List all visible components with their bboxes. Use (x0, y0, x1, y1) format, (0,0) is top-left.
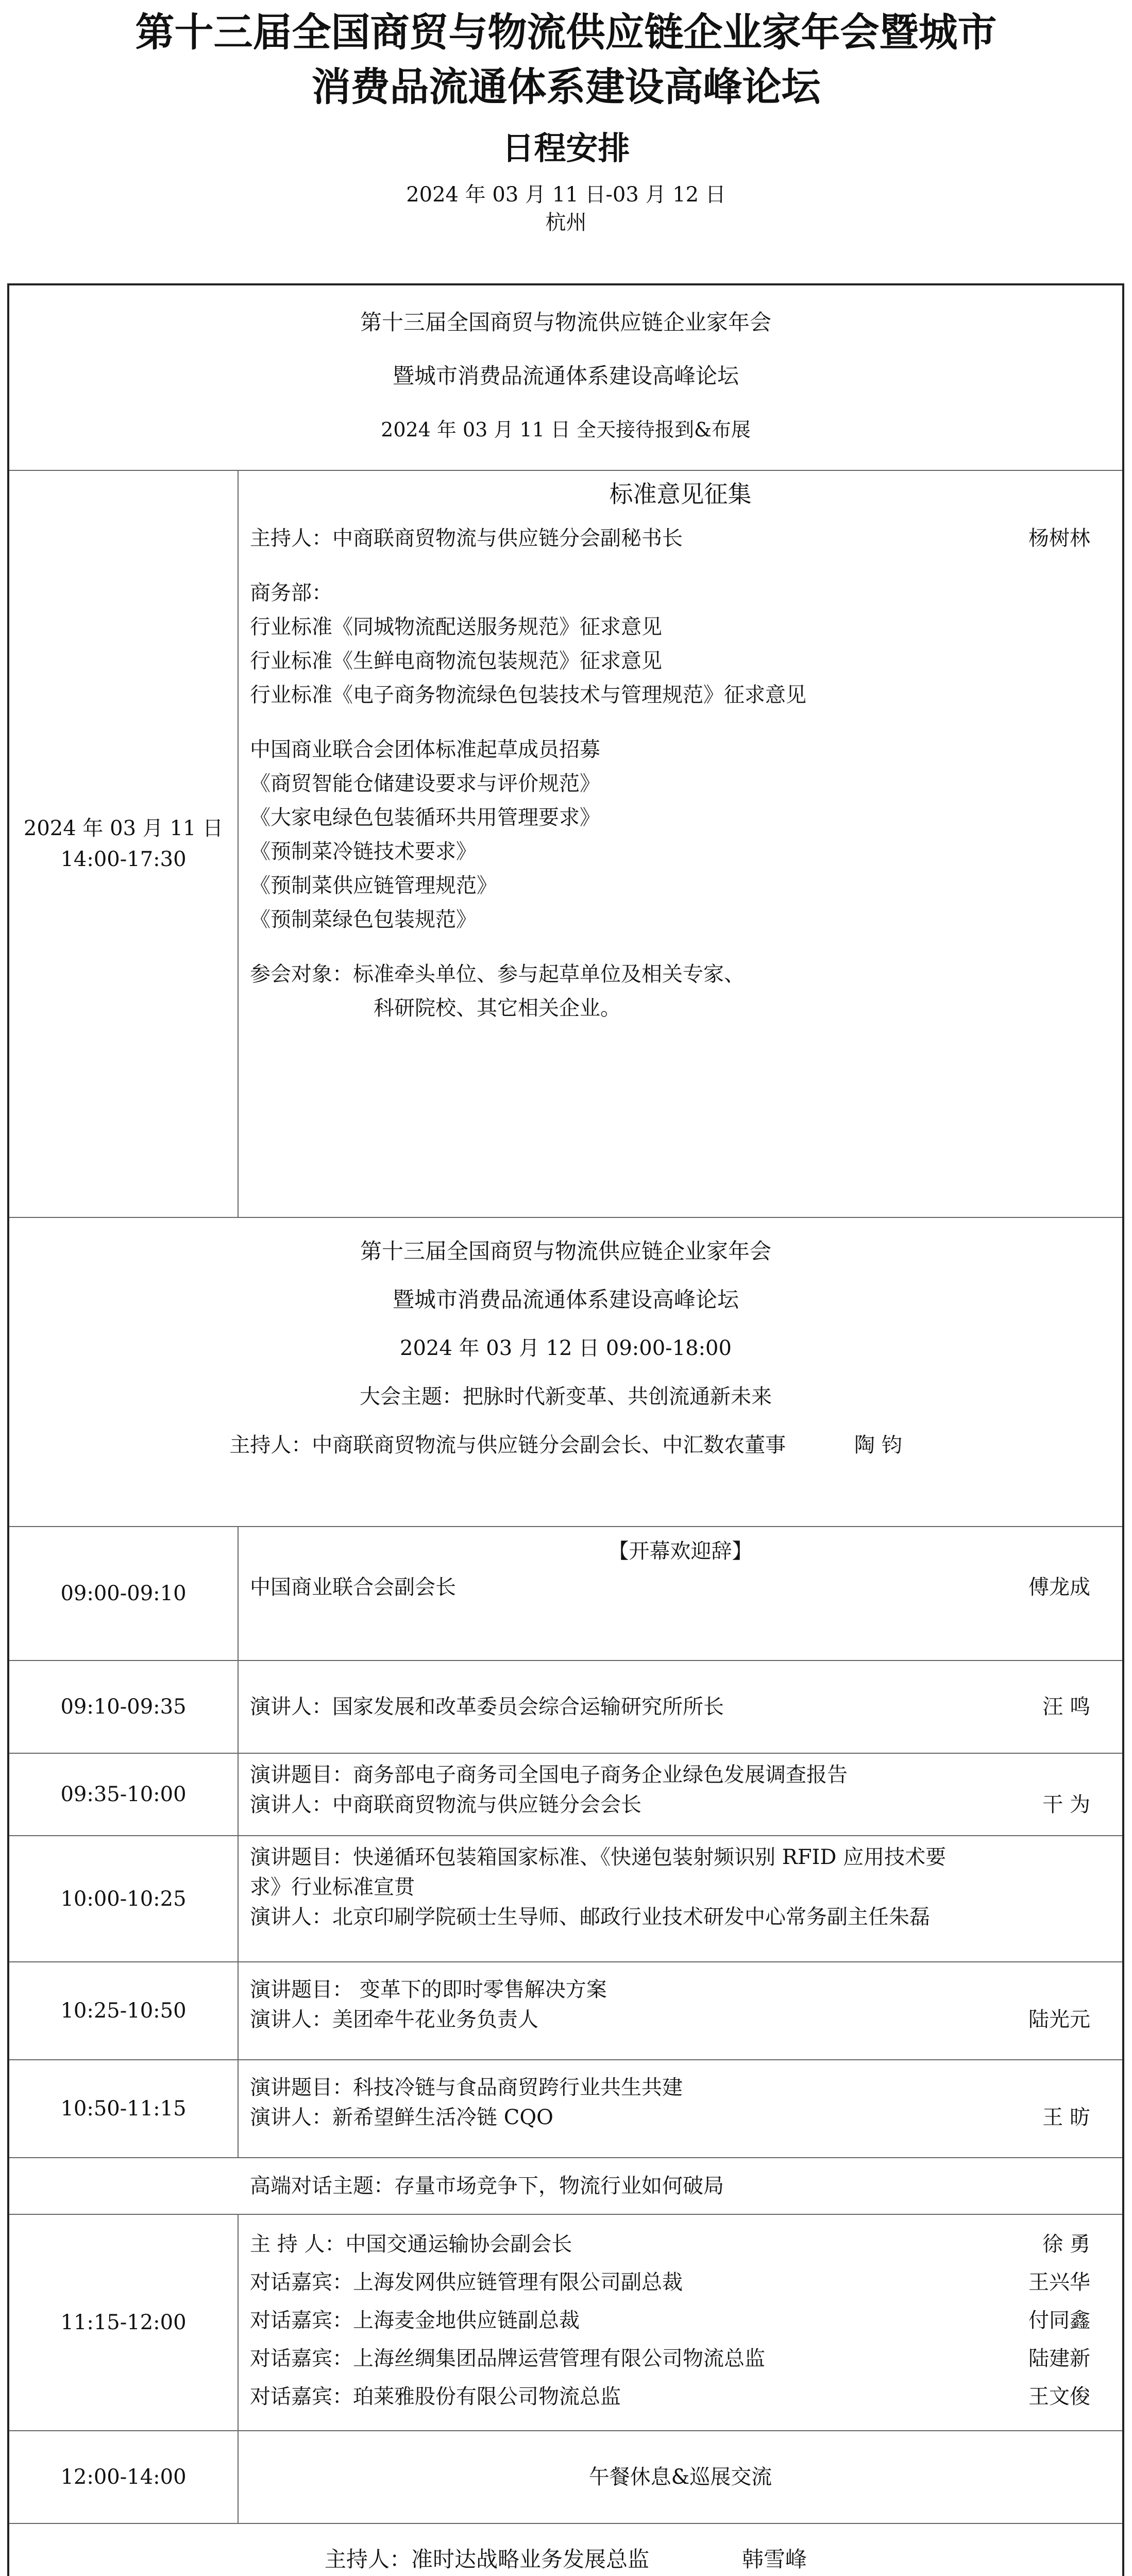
standards-hours: 14:00-17:30 (60, 848, 187, 871)
afternoon-host-name: 韩雪峰 (742, 2547, 807, 2572)
speaker-title: 演讲人：北京印刷学院硕士生导师、邮政行业技术研发中心常务副主任朱磊 (250, 1905, 930, 1929)
standards-row (9, 471, 1122, 1218)
talk-title: 演讲题目：快递循环包装箱国家标准、《快递包装射频识别 RFID 应用技术要 (250, 1845, 947, 1869)
mofcom-item: 行业标准《同城物流配送服务规范》征求意见 (250, 615, 662, 639)
attendees-line2: 科研院校、其它相关企业。 (374, 996, 621, 1020)
speaker-line (250, 1569, 1111, 1605)
standards-content (239, 471, 1122, 1217)
session-time: 10:00-10:25 (9, 1836, 239, 1961)
schedule-title: 日程安排 (502, 129, 630, 167)
day1-line1: 第十三届全国商贸与物流供应链企业家年会 (360, 310, 771, 335)
day2-host-line (9, 1421, 1122, 1469)
standards-host-name: 杨树林 (1028, 527, 1090, 550)
panel-line (250, 2225, 1111, 2263)
event-date: 2024 年 03 月 11 日-03 月 12 日 (406, 183, 726, 207)
panel-role: 对话嘉宾：珀莱雅股份有限公司物流总监 (250, 2385, 621, 2409)
session-content (239, 1962, 1122, 2059)
main-title-line2: 消费品流通体系建设高峰论坛 (311, 64, 821, 110)
session-content (239, 1754, 1122, 1835)
dialog1-content (239, 2215, 1122, 2430)
session-time: 11:15-12:00 (9, 2215, 239, 2430)
day2-line2: 暨城市消费品流通体系建设高峰论坛 (392, 1287, 739, 1312)
mofcom-item: 行业标准《生鲜电商物流包装规范》征求意见 (250, 649, 662, 673)
talk-title: 演讲题目： 变革下的即时零售解决方案 (250, 1978, 607, 2002)
session-content (239, 1661, 1122, 1753)
lunch-text: 午餐休息&巡展交流 (588, 2465, 772, 2489)
day2-line1: 第十三届全国商贸与物流供应链企业家年会 (360, 1239, 771, 1264)
session-time: 12:00-14:00 (9, 2431, 239, 2523)
speaker-line (250, 1692, 1111, 1722)
speaker-name: 汪 鸣 (1042, 1695, 1090, 1719)
day1-header-row (9, 285, 1122, 471)
dialog1-row (9, 2215, 1122, 2431)
panel-line (250, 2340, 1111, 2378)
day2-line3: 2024 年 03 月 12 日 09:00-18:00 (400, 1336, 732, 1360)
speaker-line (250, 2005, 1111, 2035)
talk-title: 演讲题目：科技冷链与食品商贸跨行业共生共建 (250, 2076, 683, 2099)
speaker-line (250, 1790, 1111, 1820)
page-header (0, 0, 1132, 278)
panel-line (250, 2378, 1111, 2416)
schedule-table (7, 283, 1124, 2576)
group-standard-item: 《预制菜供应链管理规范》 (250, 874, 497, 897)
panel-name: 徐 勇 (1042, 2232, 1090, 2256)
event-city: 杭州 (545, 211, 587, 234)
day2-host: 主持人：中商联商贸物流与供应链分会副会长、中汇数农董事 (229, 1433, 786, 1457)
session-content (239, 2060, 1122, 2157)
dialog1-title: 高端对话主题：存量市场竞争下，物流行业如何破局 (250, 2174, 724, 2198)
panel-line (250, 2263, 1111, 2301)
standards-host: 主持人：中商联商贸物流与供应链分会副秘书长 (250, 527, 683, 550)
afternoon-host-row (9, 2524, 1122, 2576)
session-time: 09:00-09:10 (9, 1527, 239, 1660)
speaker-name: 傅龙成 (1028, 1575, 1090, 1599)
group-standard-item: 《预制菜绿色包装规范》 (250, 908, 477, 931)
attendees-line1: 参会对象：标准牵头单位、参与起草单位及相关专家、 (250, 962, 745, 986)
session-row (9, 1661, 1122, 1754)
opening-row (9, 1527, 1122, 1661)
group-standard-item: 《预制菜冷链技术要求》 (250, 840, 477, 863)
day2-host-name: 陶 钧 (854, 1433, 902, 1457)
main-title: 第十三届全国商贸与物流供应链企业家年会暨城市 (135, 9, 997, 55)
panel-role: 主 持 人：中国交通运输协会副会长 (250, 2232, 572, 2256)
speaker-title: 演讲人：美团牵牛花业务负责人 (250, 2008, 538, 2031)
mofcom-item: 行业标准《电子商务物流绿色包装技术与管理规范》征求意见 (250, 683, 806, 707)
talk-title: 演讲题目：商务部电子商务司全国电子商务企业绿色发展调查报告 (250, 1763, 848, 1787)
lunch-row (9, 2431, 1122, 2524)
day1-line3: 2024 年 03 月 11 日 全天接待报到&布展 (381, 418, 751, 441)
speaker-title: 演讲人：国家发展和改革委员会综合运输研究所所长 (250, 1695, 724, 1719)
panel-name: 付同鑫 (1028, 2309, 1090, 2332)
day1-header (9, 285, 1122, 470)
speaker-name: 干 为 (1042, 1793, 1090, 1817)
panel-role: 对话嘉宾：上海麦金地供应链副总裁 (250, 2309, 580, 2332)
panel-role: 对话嘉宾：上海丝绸集团品牌运营管理有限公司物流总监 (250, 2347, 765, 2370)
session-time: 10:50-11:15 (9, 2060, 239, 2157)
day2-theme: 大会主题：把脉时代新变革、共创流通新未来 (360, 1385, 772, 1409)
standards-time (9, 471, 239, 1217)
session-row (9, 1836, 1122, 1962)
speaker-title: 中国商业联合会副会长 (250, 1575, 456, 1599)
session-time: 09:35-10:00 (9, 1754, 239, 1835)
talk-title-cont: 求》行业标准宣贯 (250, 1875, 415, 1899)
speaker-name: 王 昉 (1042, 2106, 1090, 2129)
session-row (9, 1962, 1122, 2060)
group-standard-item: 《商贸智能仓储建设要求与评价规范》 (250, 772, 600, 795)
session-time: 10:25-10:50 (9, 1962, 239, 2059)
panel-role: 对话嘉宾：上海发网供应链管理有限公司副总裁 (250, 2270, 683, 2294)
session-content (239, 1836, 1122, 1961)
panel-name: 王兴华 (1028, 2270, 1090, 2294)
mofcom-label: 商务部： (250, 581, 332, 605)
standards-date: 2024 年 03 月 11 日 (23, 817, 224, 840)
panel-name: 陆建新 (1028, 2347, 1090, 2370)
session-time: 09:10-09:35 (9, 1661, 239, 1753)
speaker-title: 演讲人：中商联商贸物流与供应链分会会长 (250, 1793, 641, 1817)
afternoon-host (9, 2524, 1122, 2576)
standards-heading: 标准意见征集 (609, 480, 752, 508)
afternoon-host-role: 主持人：准时达战略业务发展总监 (324, 2547, 649, 2572)
speaker-title: 演讲人：新希望鲜生活冷链 CQO (250, 2106, 553, 2129)
panel-line (250, 2301, 1111, 2340)
opening-label: 【开幕欢迎辞】 (608, 1539, 753, 1563)
day2-header (9, 1218, 1122, 1526)
session-row (9, 2060, 1122, 2158)
session-row (9, 1754, 1122, 1836)
day1-line2: 暨城市消费品流通体系建设高峰论坛 (392, 363, 739, 388)
group-standards-label: 中国商业联合会团体标准起草成员招募 (250, 738, 600, 761)
group-standard-item: 《大家电绿色包装循环共用管理要求》 (250, 806, 600, 829)
day2-header-row (9, 1218, 1122, 1527)
dialog1-title-row (9, 2158, 1122, 2215)
speaker-name: 陆光元 (1028, 2008, 1090, 2031)
speaker-line (250, 2103, 1111, 2132)
standards-host-line (250, 521, 1111, 555)
panel-name: 王文俊 (1028, 2385, 1090, 2409)
session-content (239, 1527, 1122, 1660)
